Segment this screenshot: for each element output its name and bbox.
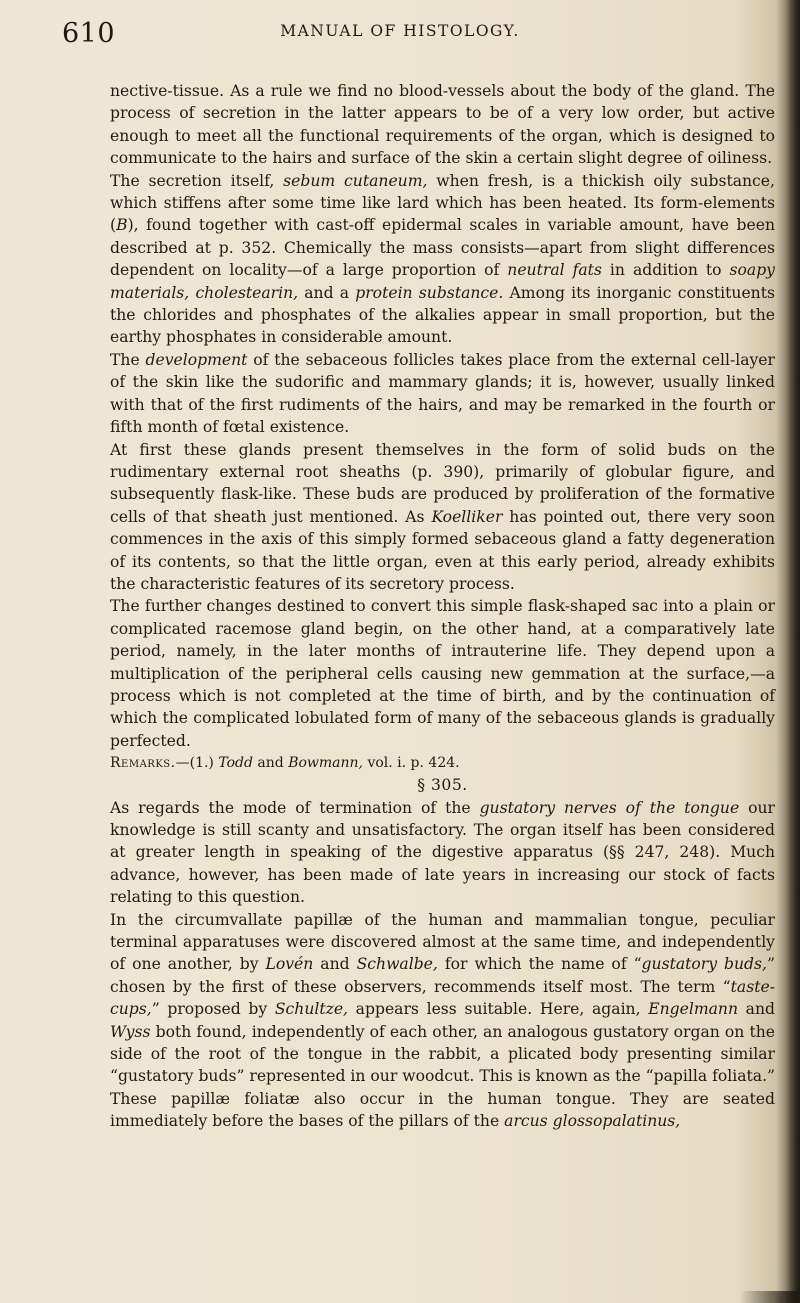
italic-run: neutral fats [507,261,602,280]
text-run: ), found together with cast-off epidermal scales in variable amount, have been described at p. 352. Chemically the mass consists—apart from slight differences dependent on locality—of a large proportion of [110,216,775,280]
text-run: Among its inorganic constituents the chlorides and phosphates of the alkalies appear in small proportion, but the earthy phosphates in considerable amount. [110,283,775,347]
text-run: The secretion itself, [110,171,284,190]
remarks-text [176,755,460,771]
italic-run: taste-cups, [110,977,775,1019]
italic-run: B [116,216,128,235]
text-run: both found, independently of each other, an analogous gustatory organ on the side of the root of the tongue in the rabbit, a plicated body presenting similar “gustatory buds” represented in our woodcut. This is known as the “papilla foliata.” [110,1022,776,1086]
italic-run: gustatory nerves of the tongue [479,798,740,817]
text-run: At first these glands present themselves in the form of solid buds on the rudimentary external root sheaths (p. 390), primarily of globular figure, and subsequently flask-like. These buds are produced by proliferation of the formative cells of that sheath just mentioned. As [110,440,775,526]
italic-run: sebum cutaneum, [283,171,428,190]
text-run: for which the name of “ [437,955,642,974]
italic-run: Engelmann [648,1000,739,1019]
text-run: and a [298,283,356,302]
text-run: In the circumvallate papillæ of the human and mammalian tongue, peculiar terminal apparatuses were discovered almost at the same time, and independently of one another, by [110,910,775,974]
italic-run: Todd [218,755,253,772]
text-run: and [738,1000,775,1019]
italic-run: protein substance. [355,283,504,302]
text-run: The further changes destined to convert this simple flask-shaped sac into a plain or complicated racemose gland begin, on the other hand, at a comparatively late period, namely, in the later months of intrauterine life. They depend upon a multiplication of the peripheral cells causing new gemmation at the surface,—a process which is not completed at the time of birth, and by the continuation of which the complicated lobulated form of many of the sebaceous glands is gradually perfected. [110,597,775,750]
paragraph [110,80,775,170]
text-run: of the sebaceous follicles takes place from the external cell-layer of the skin like the sudorific and mammary glands; it is, however, usually linked with that of the first rudiments of the hairs, and may be remarked in the fourth or fifth month of fœtal existence. [110,350,775,437]
italic-run: soapy materials, cholestearin, [110,261,775,302]
page-body [110,80,775,1133]
text-run: nective-tissue. As a rule we find no blood-vessels about the body of the gland. The process of secretion in the latter appears to be of a very low order, but active enough to meet all the functional requirements of the organ, which is designed to communicate to the hairs and surface of the skin a certain slight degree of oiliness. [110,82,775,168]
text-run: our knowledge is still scanty and unsatisfactory. The organ itself has been considered at greater length in speaking of the digestive apparatus (§§ 247, 248). Much advance, however, has been made of late years in increasing our stock of facts relating to this question. [110,798,775,907]
paragraph [110,909,775,1088]
text-run: ” proposed by [151,1000,275,1019]
paragraphs-before [110,80,775,752]
paragraph [110,349,775,439]
text-run: appears less suitable. Here, again, [348,1000,649,1019]
paragraph [110,595,775,752]
text-run: As regards the mode of termination of the [110,798,480,817]
text-run: and [252,755,289,772]
page-number: 610 [62,18,116,49]
text-run: when fresh, is a thickish oily substance, which stiffens after some time like lard which has been heated. Its form-elements ( [110,171,775,235]
page-header [0,18,800,58]
corner-shadow [740,1291,800,1303]
paragraphs-after [110,797,775,1133]
paragraph [110,797,775,909]
paragraph [110,1088,775,1133]
text-run: The [110,350,146,369]
text-run: and [313,955,357,974]
remarks-label: Remarks. [110,755,176,772]
italic-run: gustatory buds, [641,955,768,974]
binding-edge-shadow [786,0,800,1303]
section-heading: § 305. [417,776,468,795]
italic-run: Lovén [265,955,314,974]
italic-run: Koelliker [431,507,503,526]
text-run: in addition to [601,261,730,280]
italic-run: Bowmann, [288,755,363,772]
text-run: ” chosen by the first of these observers, recommends itself most. The term “ [110,955,775,996]
italic-run: Schultze, [274,1000,349,1019]
italic-run: development [145,350,248,369]
text-run: vol. i. p. 424. [363,755,460,772]
remarks [110,752,775,774]
paragraph [110,170,775,349]
italic-run: Schwalbe, [356,955,438,974]
text-run: has pointed out, there very soon commences in the axis of this simply formed sebaceous gland a fatty degeneration of its contents, so that the little organ, even at this early period, already exhibits the characteristic features of its secretory process. [110,507,775,593]
text-run: —(1.) [175,755,219,772]
italic-run: arcus glossopalatinus, [504,1112,681,1131]
text-run: These papillæ foliatæ also occur in the human tongue. They are seated immediately before the bases of the pillars of the [110,1089,775,1131]
italic-run: Wyss [110,1022,151,1041]
running-head: MANUAL OF HISTOLOGY. [280,22,520,40]
paragraph [110,439,775,596]
